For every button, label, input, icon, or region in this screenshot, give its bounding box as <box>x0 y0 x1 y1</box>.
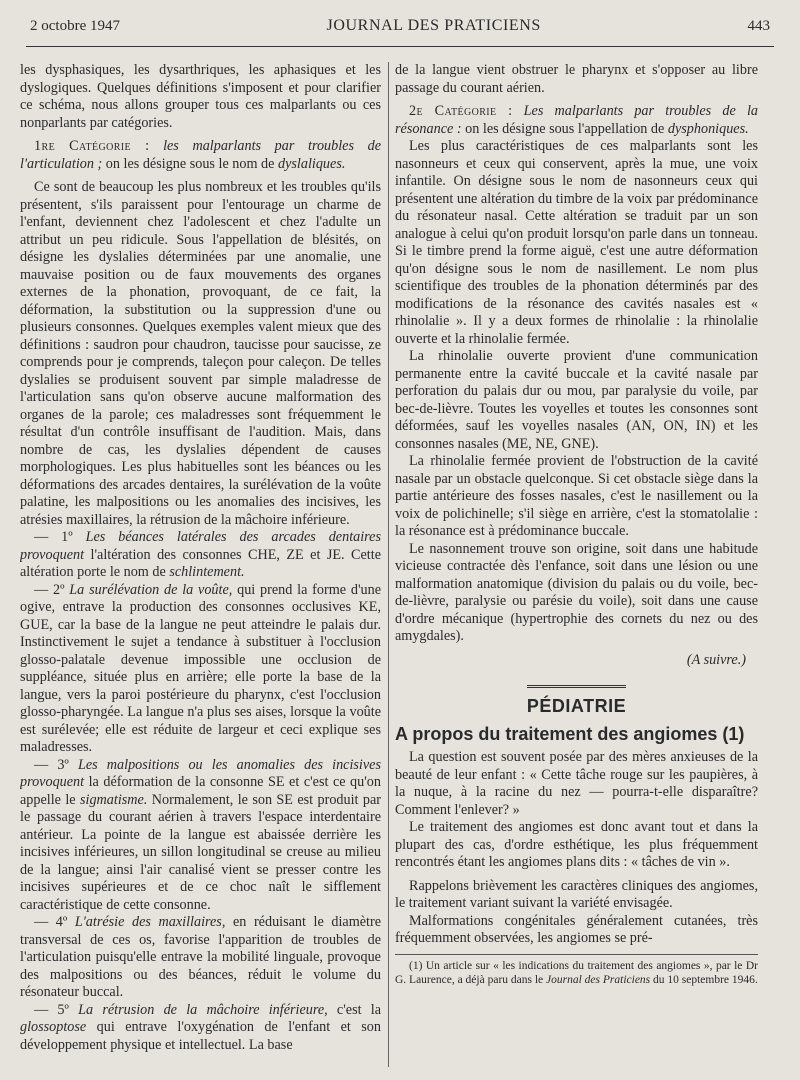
paragraph: — 3º Les malpositions ou les anomalies des incisives provoquent la déformation de la consonne SE et c'est ce qu'on appelle le sigmatisme. Normalement, le son SE est produit par le passage du courant aérien à travers l'espace interdentaire antérieur. La pointe de la langue est abaissée derrière les incisives inférieures, un sillon longitudinal se creuse au milieu de la langue; ainsi l'air canalisé vient se presser contre les incisives supérieures et de ce choc naît le sifflement caractéristique de cette consonne. <box>20 756 381 913</box>
paragraph: — 4º L'atrésie des maxillaires, en réduisant le diamètre transversal de ces os, favorise l'apparition de troubles de l'articulation puisqu'elle entrave la mobilité linguale, provoque des malpositions ou des béances, réduit le volume du résonateur buccal. <box>20 914 381 1000</box>
footnote: (1) Un article sur « les indications du traitement des angiomes », par le Dr G. Laurence, a déjà paru dans le Journal des Praticiens du 10 septembre 1946. <box>395 954 758 987</box>
paragraph: Le traitement des angiomes est donc avant tout et dans la plupart des cas, d'ordre esthétique, les plus fréquemment rencontrés étant les angiomes plans dits : « tâches de vin ». <box>395 819 758 870</box>
paragraph: — 5º La rétrusion de la mâchoire inférieure, c'est la glossoptose qui entrave l'oxygénation de l'enfant et son développement physique et intellectuel. La base <box>20 1001 381 1053</box>
column-divider <box>388 62 389 1067</box>
page-header <box>30 8 770 44</box>
header-journal-title: JOURNAL DES PRATICIENS <box>326 17 541 34</box>
category-title: les malparlants par troubles de l'articulation ; <box>20 138 381 172</box>
paragraph: Malformations congénitales généralement cutanées, très fréquemment observées, les angiomes se pré- <box>395 912 758 946</box>
paragraph: les dysphasiques, les dysarthriques, les aphasiques et les dyslogiques. Quelques définitions s'imposent et pour clarifier ce schéma, nous allons grouper tous ces malparlants ou ces nonparlants par catégories. <box>20 62 381 131</box>
right-column <box>395 62 758 1072</box>
category-title: Les malparlants par troubles de la résonance : <box>395 103 758 137</box>
paragraph: La rhinolalie fermée provient de l'obstruction de la cavité nasale par un obstacle quelconque. Si cet obstacle siège dans la partie antérieure des fosses nasales, c'est le nasillement ou la voix de polichinelle; s'il siège en arrière, c'est la stomatolalie : la résonance est à prédominance buccale. <box>395 453 758 539</box>
article-title: A propos du traitement des angiomes (1) <box>395 723 745 744</box>
paragraph: La rhinolalie ouverte provient d'une communication permanente entre la cavité buccale et la cavité nasale par perforation du palais dur ou mou, par paralysie du voile, par bec-de-lièvre. Toutes les voyelles et toutes les consonnes sont déformées, sauf les voyelles nasales (AN, ON, IN) et les consonnes nasales (ME, NE, GNE). <box>395 348 758 452</box>
left-column <box>20 62 381 1072</box>
paragraph: 2e Catégorie : Les malparlants par troubles de la résonance : on les désigne sous l'appellation de dysphoniques. <box>395 103 758 137</box>
category-label: 1re Catégorie : <box>34 138 150 154</box>
section-heading: PÉDIATRIE <box>395 685 758 716</box>
header-date: 2 octobre 1947 <box>30 17 120 34</box>
paragraph: Les plus caractéristiques de ces malparlants sont les nasonneurs et ceux qui conservent, après la mue, une voix infantile. On désigne sous le nom de nasonneurs ceux qui présentent une altération du timbre de la voix par prédominance du résonateur nasal. Cette altération se traduit par un son analogue à celui qu'on produit lorsqu'on parle dans un tonneau. Si le timbre prend la forme aiguë, c'est une autre déformation qu'on désigne sous le nom de nasillement. Le nom plus scientifique des troubles de la phonation déterminés par des modifications de la résonance des cavités nasales est « rhinolalie ». Il y a deux formes de rhinolalie : la rhinolalie ouverte et la rhinolalie fermée. <box>395 138 758 347</box>
header-page-number: 443 <box>747 17 770 34</box>
paragraph: Le nasonnement trouve son origine, soit dans une habitude vicieuse contractée dès l'enfance, soit dans une lésion ou une malformation anatomique (division du palais ou du voile, bec-de-lièvre, paralysie ou parésie du voile), soit dans une cause d'ordre mécanique (hypertrophie des cornets du nez ou des amygdales). <box>395 540 758 644</box>
header-rule <box>26 46 774 47</box>
paragraph: Rappelons brièvement les caractères cliniques des angiomes, le traitement variant suivant la variété envisagée. <box>395 877 758 911</box>
category-label: 2e Catégorie : <box>409 103 513 119</box>
paragraph: — 2º La surélévation de la voûte, qui prend la forme d'une ogive, entrave la production des consonnes occlusives KE, GUE, car la base de la langue ne peut atteindre le palais dur. Instinctivement le sujet a tendance à substituer à l'occlusion glosso-palatale devenue impossible une occlusion de suppléance, située plus en arrière; elle porte la base de la langue, vers la paroi postérieure du pharynx, c'est l'occlusion glosso-pharyngée. La langue n'a plus ses aises, lorsque la voûte est surélevée; elle est réduite de largeur et ceci explique ses maladresses. <box>20 581 381 755</box>
paragraph: de la langue vient obstruer le pharynx et s'opposer au libre passage du courant aérien. <box>395 62 758 96</box>
paragraph: La question est souvent posée par des mères anxieuses de la beauté de leur enfant : « Cette tâche rouge sur les paupières, à la nuque, à la racine du nez — pourra-t-elle disparaître? Comment l'enlever? » <box>395 749 758 818</box>
paragraph: Ce sont de beaucoup les plus nombreux et les troubles qu'ils présentent, s'ils paraissent pour l'entourage un charme de l'enfant, deviennent chez l'adolescent et chez l'adulte un attribut un peu ridicule. Sous l'appellation de blésités, on désigne les dyslalies déterminées par une anomalie, une mauvaise position ou de faux mouvements des organes externes de la phonation, provoquant, de ce fait, la déformation, la substitution ou la suppression d'une ou plusieurs consonnes. Quelques exemples valent mieux que des définitions : saudron pour chaudron, taucisse pour saucisse, ze comprends pour je comprends, taleçon pour caleçon. De telles dyslalies se produisent souvent par simple maladresse de l'articulation sans qu'on observe aucune malformation des organes de la parole; ces maladresses sont fréquemment le résultat d'un contrôle insuffisant de l'audition. Mais, dans nombre de cas, les dyslalies dépendent de causes morphologiques. Les plus habituelles sont les béances ou les déformations des arcades dentaires, la surélévation de la voûte palatine, les malpositions ou les anomalies des incisives, les atrésies maxillaires, la rétrusion de la mâchoire inférieure. <box>20 179 381 528</box>
paragraph: — 1º Les béances latérales des arcades dentaires provoquent l'altération des consonnes CHE, ZE et JE. Cette altération porte le nom de schlintement. <box>20 529 381 580</box>
paragraph: 1re Catégorie : les malparlants par troubles de l'articulation ; on les désigne sous le nom de dyslaliques. <box>20 138 381 172</box>
to-be-continued: (A suivre.) <box>686 651 746 668</box>
